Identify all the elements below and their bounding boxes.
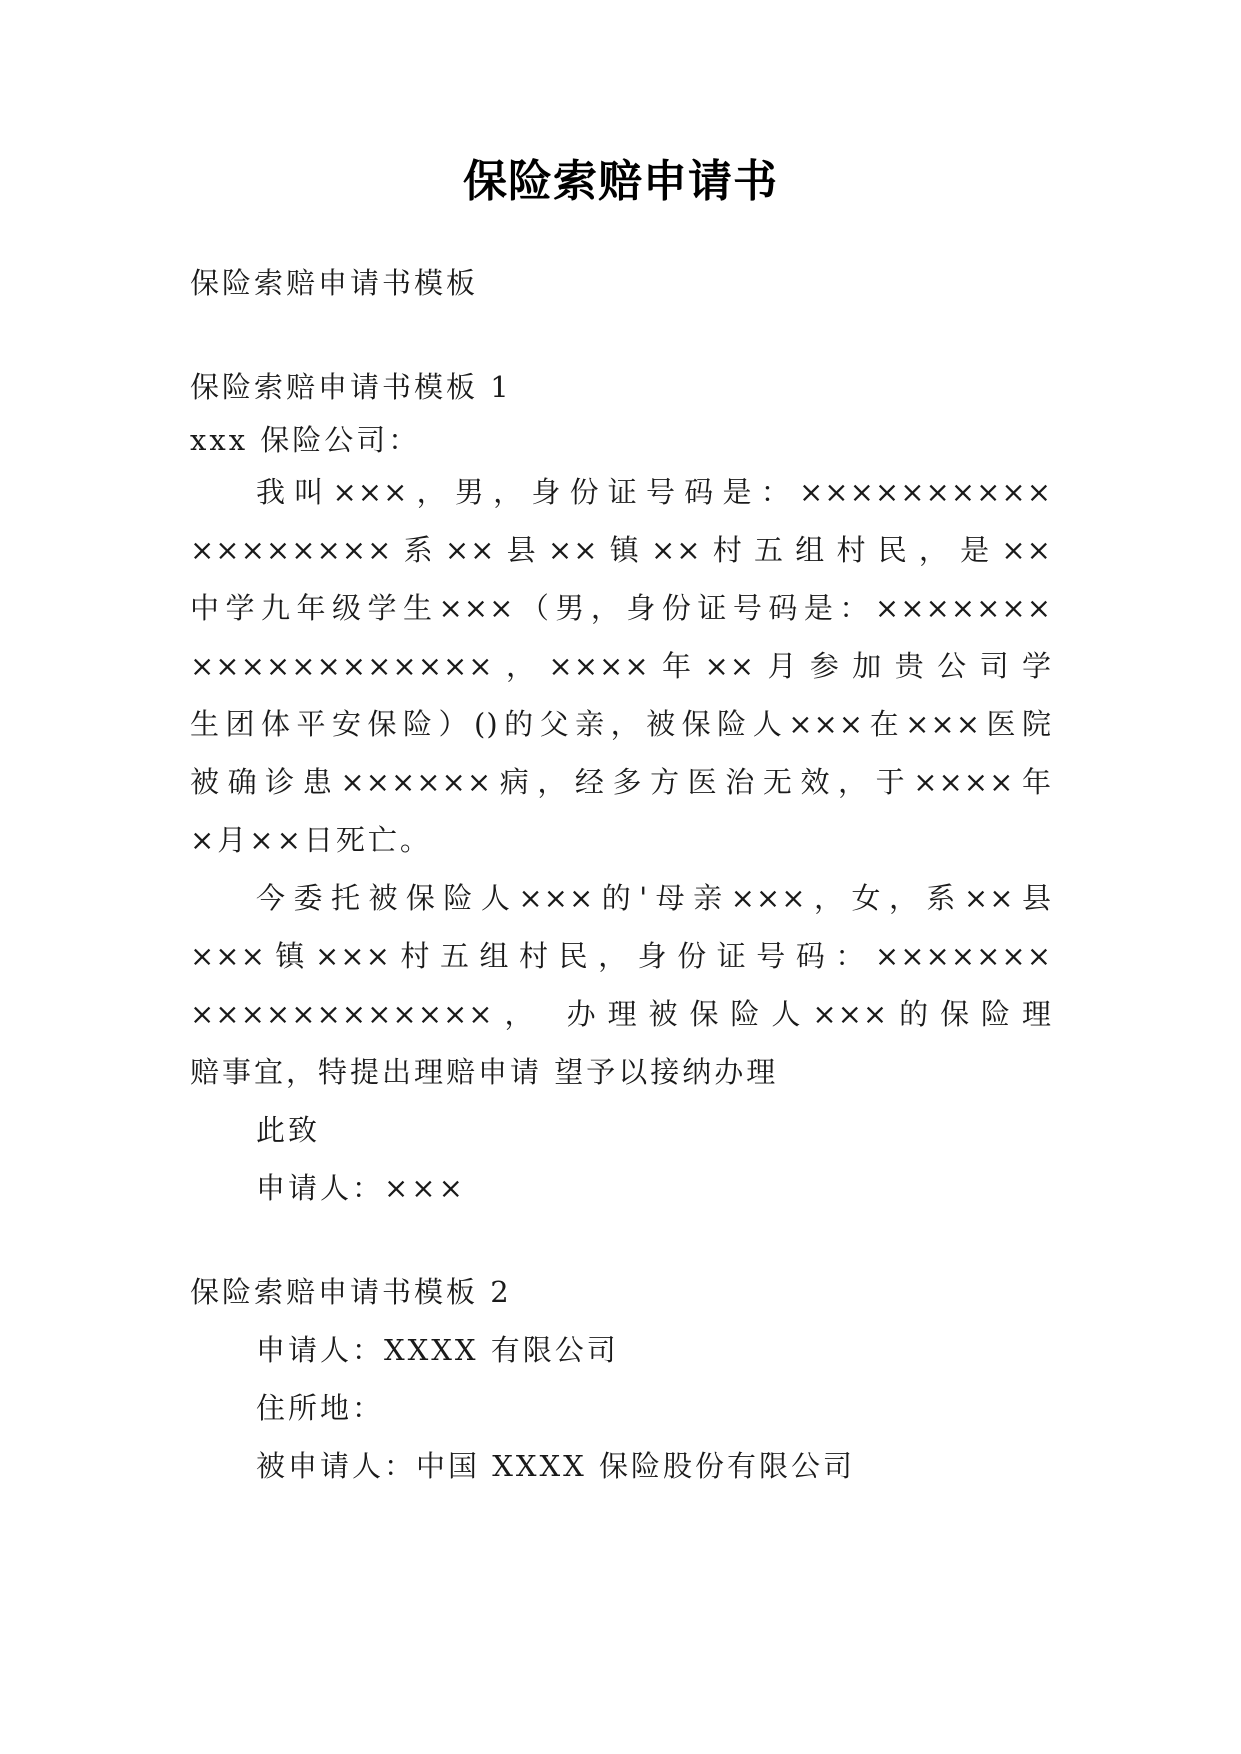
template1-paragraph2-line: 赔事宜，特提出理赔申请 望予以接纳办理 — [190, 1055, 779, 1089]
template2-address: 住所地： — [256, 1391, 385, 1425]
template1-closing: 此致 — [256, 1113, 321, 1147]
document-subtitle: 保险索赔申请书模板 — [190, 266, 479, 300]
template1-paragraph1-line: 中学九年级学生×××（男，身份证号码是：××××××× — [190, 591, 1052, 625]
template1-applicant: 申请人：××× — [256, 1171, 466, 1205]
template1-paragraph2-line: ××××××××××××， 办理被保险人×××的保险理 — [190, 997, 1052, 1031]
template1-heading: 保险索赔申请书模板 1 — [190, 370, 512, 404]
template1-paragraph1-line: ××××××××系××县××镇××村五组村民，是×× — [190, 533, 1052, 567]
template2-applicant: 申请人：XXXX 有限公司 — [256, 1333, 619, 1367]
template2-respondent: 被申请人：中国 XXXX 保险股份有限公司 — [256, 1449, 856, 1483]
template1-paragraph1-line: 我叫×××，男，身份证号码是：×××××××××× — [256, 475, 1052, 509]
template1-paragraph1-line: 被确诊患××××××病，经多方医治无效，于××××年 — [190, 765, 1052, 799]
template1-paragraph1-line: ××××××××××××，××××年××月参加贵公司学 — [190, 649, 1052, 683]
template1-paragraph2-line: 今委托被保险人×××的'母亲×××，女，系××县 — [256, 881, 1052, 915]
template1-addressee: xxx 保险公司： — [190, 423, 421, 457]
document-title: 保险索赔申请书 — [463, 156, 778, 207]
template1-paragraph2-line: ×××镇×××村五组村民，身份证号码：××××××× — [190, 939, 1052, 973]
template1-paragraph1-line: 生团体平安保险）()的父亲，被保险人×××在×××医院 — [190, 707, 1052, 741]
template1-paragraph1-line: ×月××日死亡。 — [190, 823, 432, 857]
template2-heading: 保险索赔申请书模板 2 — [190, 1275, 512, 1309]
